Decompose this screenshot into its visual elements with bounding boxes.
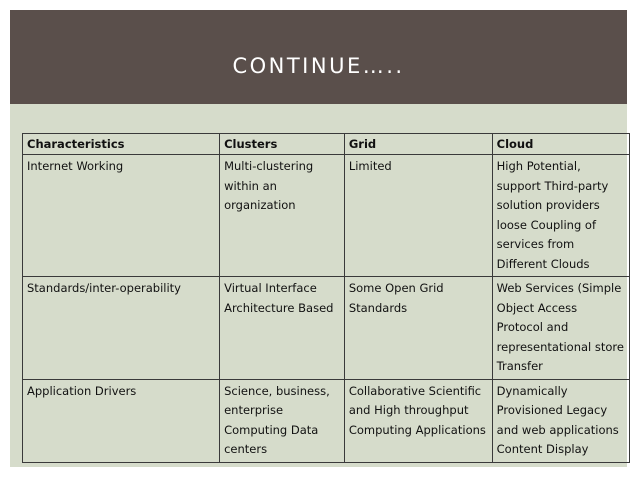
header-characteristics: Characteristics [23, 134, 220, 155]
header-grid: Grid [344, 134, 492, 155]
cell-line: Dynamically [496, 383, 568, 398]
header-clusters: Clusters [220, 134, 345, 155]
table-row [23, 379, 630, 462]
cell-line: Application Drivers [27, 383, 137, 398]
title-bar [10, 10, 627, 104]
cell-line: Object Access [496, 300, 578, 315]
cell-cloud [492, 277, 629, 380]
cell-line: Internet Working [27, 159, 124, 173]
cell-clusters [220, 277, 345, 380]
cell-line: Collaborative Scientific [348, 383, 482, 398]
header-cloud: Cloud [492, 134, 629, 155]
cell-line: Some Open Grid [348, 281, 444, 295]
cell-line: Virtual Interface [224, 281, 317, 295]
cell-line: Limited [348, 159, 392, 173]
cell-grid [344, 277, 492, 380]
cell-grid [344, 155, 492, 277]
cell-line: enterprise [224, 403, 284, 417]
table-header-row [23, 134, 630, 155]
comparison-table [22, 133, 630, 463]
cell-line: High Potential, [496, 159, 581, 173]
cell-line: Computing Applications [348, 422, 486, 437]
cell-line: centers [224, 442, 268, 456]
table-row [23, 277, 630, 380]
cell-line: representational store [496, 339, 624, 354]
cell-line: and High throughput [348, 403, 469, 417]
cell-line: services from [496, 237, 575, 251]
cell-characteristic [23, 277, 220, 380]
cell-line: within an [224, 178, 277, 193]
cell-line: Content Display [496, 442, 589, 456]
cell-line: Web Services (Simple [496, 281, 622, 295]
cell-cloud [492, 155, 629, 277]
cell-characteristic [23, 155, 220, 277]
cell-line: Transfer [496, 359, 543, 373]
cell-line: Provisioned Legacy [496, 403, 608, 417]
cell-clusters [220, 379, 345, 462]
cell-line: Standards [348, 300, 408, 315]
cell-line: Multi-clustering [224, 159, 314, 173]
cell-clusters [220, 155, 345, 277]
slide [10, 10, 627, 467]
cell-line: solution providers [496, 198, 600, 212]
cell-line: and web applications [496, 422, 619, 437]
cell-line: Protocol and [496, 320, 569, 334]
cell-cloud [492, 379, 629, 462]
slide-title: CONTINUE….. [232, 54, 405, 78]
cell-line: Computing Data [224, 422, 319, 437]
table-row [23, 155, 630, 277]
cell-line: Standards/inter-operability [27, 281, 181, 295]
cell-line: organization [224, 198, 296, 212]
cell-line: Architecture Based [224, 300, 334, 315]
cell-line: Different Clouds [496, 256, 590, 271]
cell-grid [344, 379, 492, 462]
cell-characteristic [23, 379, 220, 462]
cell-line: Science, business, [224, 383, 330, 398]
cell-line: loose Coupling of [496, 217, 597, 232]
cell-line: support Third-party [496, 178, 609, 193]
